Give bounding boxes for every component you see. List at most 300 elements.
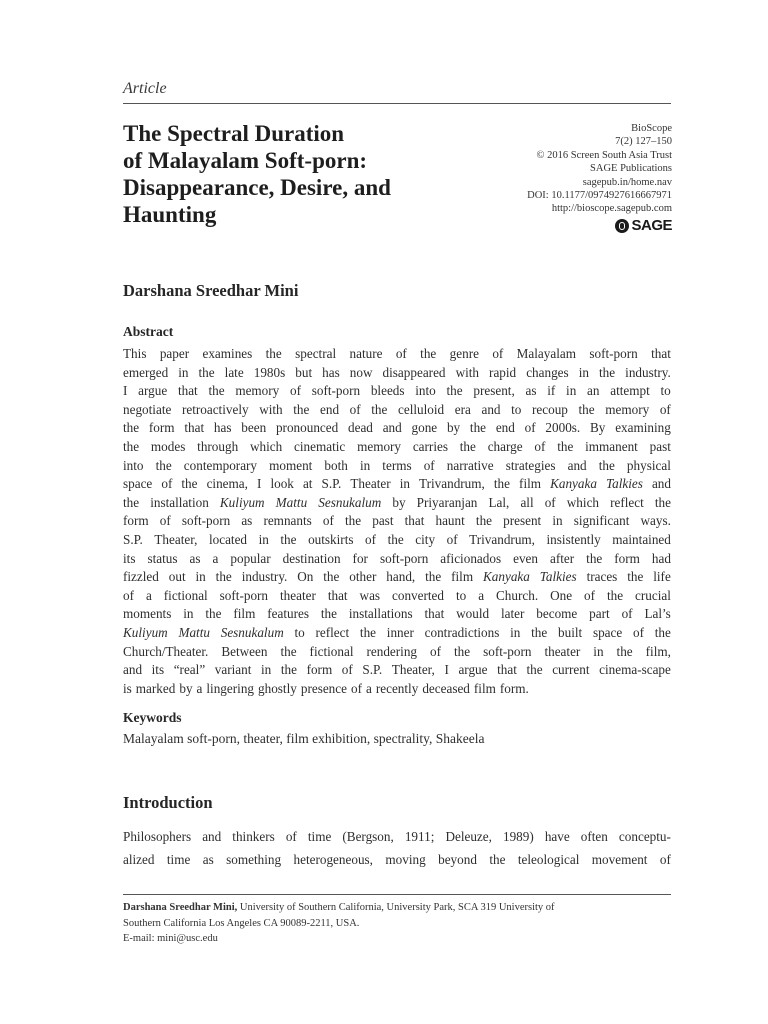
abstract-word: Theater,	[391, 662, 435, 678]
abstract-word: insistently	[546, 531, 601, 547]
abstract-word: Church/Theater.	[123, 643, 209, 659]
introduction-word: something	[226, 851, 282, 867]
abstract-line	[123, 494, 671, 513]
abstract-line	[123, 345, 671, 364]
abstract-word: for	[352, 550, 368, 566]
author-name: Darshana Sreedhar Mini	[123, 281, 299, 300]
abstract-word: of	[395, 346, 407, 361]
abstract-word: By	[590, 420, 606, 436]
footnote-line	[123, 900, 671, 916]
introduction-word: movement	[591, 851, 648, 867]
abstract-word: examines	[202, 346, 253, 361]
abstract-word: industry.	[241, 569, 288, 585]
abstract-word: been	[241, 420, 267, 436]
abstract-word: that	[177, 383, 198, 399]
abstract-word: and	[382, 420, 402, 436]
abstract-word: crucial	[635, 587, 671, 603]
abstract-word: to	[511, 401, 522, 417]
abstract-word: of	[322, 513, 334, 529]
abstract-word: emerged	[123, 364, 169, 380]
abstract-word: reflect	[315, 624, 350, 640]
introduction-word: alized	[123, 851, 155, 867]
abstract-word: of	[290, 383, 301, 399]
footnote-author: Darshana Sreedhar Mini,	[123, 902, 238, 913]
abstract-word: moments	[123, 606, 172, 622]
abstract-line	[123, 587, 671, 606]
abstract-word-italic: Kanyaka	[483, 569, 530, 585]
abstract-line	[123, 438, 671, 457]
introduction-word: teleological	[517, 851, 580, 867]
abstract-word: I	[444, 662, 449, 678]
keywords-heading: Keywords	[123, 710, 182, 725]
abstract-word: and	[567, 457, 587, 473]
abstract-word: retroactively	[181, 401, 249, 417]
abstract-word: of	[544, 494, 556, 510]
abstract-word: the	[469, 420, 487, 436]
abstract-word: the	[359, 624, 377, 640]
abstract-word: variant	[214, 662, 252, 678]
introduction-word: time	[166, 851, 191, 867]
abstract-word: fictional	[309, 643, 354, 659]
abstract-word: contemporary	[183, 457, 258, 473]
abstract-word: immanent	[585, 438, 638, 454]
abstract-word: part	[589, 606, 610, 622]
abstract-word: I	[123, 383, 128, 399]
abstract-word: that	[497, 662, 517, 678]
sage-logo-icon	[615, 219, 629, 233]
abstract-word: the	[531, 624, 548, 640]
abstract-word: built	[558, 624, 583, 640]
abstract-word: by	[392, 494, 406, 510]
abstract-word: Lal’s	[644, 606, 671, 622]
abstract-line	[123, 364, 671, 383]
abstract-word: hand,	[386, 569, 416, 585]
abstract-word: a	[478, 587, 485, 603]
abstract-word: the	[557, 438, 574, 454]
introduction-body	[123, 826, 671, 871]
abstract-word: outskirts	[308, 531, 354, 547]
abstract-word: of	[365, 531, 377, 547]
abstract-word: of	[430, 643, 441, 659]
introduction-word: have	[544, 829, 570, 844]
title-line: The Spectral Duration	[123, 121, 345, 146]
abstract-word: a	[212, 550, 219, 566]
abstract-word: the	[123, 494, 140, 510]
abstract-word: would	[456, 606, 490, 622]
introduction-word: often	[580, 829, 608, 844]
abstract-word: era	[454, 401, 471, 417]
abstract-word: in	[359, 457, 371, 473]
journal-url-link[interactable]: http://bioscope.sagepub.com	[551, 203, 672, 215]
abstract-word: deceased	[422, 680, 470, 696]
abstract-word: haunt	[435, 513, 465, 529]
abstract-word: in	[399, 476, 410, 492]
abstract-word: after	[550, 550, 575, 566]
abstract-word: of	[161, 476, 173, 492]
abstract-word: the	[265, 346, 282, 361]
abstract-line	[123, 624, 671, 643]
abstract-word: in	[258, 531, 269, 547]
abstract-word: life	[653, 569, 671, 585]
abstract-word: presence	[300, 680, 347, 696]
abstract-line	[123, 382, 671, 401]
abstract-word: the	[320, 606, 337, 622]
abstract-word: reflect	[610, 494, 644, 510]
abstract-word: soft-porn	[589, 346, 638, 361]
introduction-word: Philosophers	[123, 829, 192, 844]
abstract-word: to	[294, 624, 305, 640]
abstract-word: charge	[487, 438, 523, 454]
abstract-word: end	[495, 420, 515, 436]
footnote-affiliation: University of Southern California, University Park, SCA 319 University of	[237, 902, 555, 913]
abstract-word: the	[181, 476, 198, 492]
abstract-word: of	[584, 587, 596, 603]
abstract-word: examining	[615, 420, 671, 436]
copyright: © 2016 Screen South Asia Trust	[536, 149, 672, 161]
abstract-word: the	[599, 364, 616, 380]
abstract-word: the	[198, 364, 215, 380]
abstract-word: at	[302, 476, 313, 492]
abstract-word: to	[660, 383, 671, 399]
abstract-word: had	[651, 550, 671, 566]
abstract-word: 2000s.	[545, 420, 581, 436]
abstract-word: status	[147, 550, 178, 566]
abstract-word: One	[550, 587, 573, 603]
introduction-word: (Bergson,	[342, 829, 394, 844]
introduction-word: time	[307, 829, 332, 844]
abstract-word: with	[259, 401, 283, 417]
introduction-word: beyond	[438, 851, 477, 867]
abstract-line	[123, 419, 671, 438]
abstract-word: as	[241, 513, 253, 529]
publisher-home-link[interactable]: sagepub.in/home.nav	[582, 176, 672, 188]
abstract-word: space	[592, 624, 623, 640]
abstract-word: of	[349, 401, 361, 417]
abstract-word: and	[481, 401, 501, 417]
abstract-word: attempt	[610, 383, 650, 399]
abstract-word: its	[123, 550, 136, 566]
introduction-word: 1911;	[404, 829, 435, 844]
volume-pages: 7(2) 127–150	[615, 136, 672, 148]
abstract-word: look	[270, 476, 294, 492]
abstract-word: This	[123, 346, 147, 361]
abstract-word: the	[345, 513, 362, 529]
abstract-word: the	[654, 494, 671, 510]
abstract-word: memory	[357, 438, 402, 454]
abstract-word: cinema,	[206, 476, 248, 492]
abstract-word: Lal,	[488, 494, 510, 510]
title-line: of Malayalam Soft-porn:	[123, 148, 368, 173]
abstract-word: in	[578, 364, 589, 380]
abstract-word: in	[195, 569, 206, 585]
abstract-word: negotiate	[123, 401, 172, 417]
abstract-word: recoup	[532, 401, 568, 417]
abstract-line	[123, 643, 671, 662]
abstract-word: present	[503, 513, 542, 529]
abstract-word: On	[297, 569, 314, 585]
abstract-word: the	[420, 346, 437, 361]
abstract-word: traces	[586, 569, 618, 585]
abstract-word: remnants	[263, 513, 312, 529]
abstract-word: the	[627, 569, 644, 585]
abstract-word: cinema-scape	[599, 662, 671, 678]
abstract-word: which	[566, 494, 600, 510]
abstract-word: film	[233, 606, 256, 622]
introduction-word: as	[202, 851, 214, 867]
abstract-word: the	[475, 513, 493, 529]
abstract-line	[123, 475, 671, 494]
abstract-word: of	[159, 513, 171, 529]
abstract-word: the	[208, 383, 225, 399]
abstract-line	[123, 401, 671, 420]
abstract-word: of	[350, 680, 362, 696]
abstract-line	[123, 457, 671, 476]
sage-logo	[615, 217, 672, 234]
abstract-word: of	[659, 401, 671, 417]
abstract-word: of	[534, 438, 546, 454]
abstract-word: converted	[392, 587, 445, 603]
abstract-line	[123, 605, 671, 624]
abstract-heading: Abstract	[123, 324, 174, 339]
abstract-line	[123, 661, 671, 680]
abstract-word: an	[587, 383, 600, 399]
abstract-word: argue	[458, 662, 488, 678]
abstract-word: pronounced	[275, 420, 339, 436]
abstract-word: fictional	[163, 587, 208, 603]
abstract-word: of	[341, 662, 353, 678]
abstract-word: the	[654, 624, 671, 640]
abstract-word: “real”	[173, 662, 206, 678]
abstract-word: marked	[135, 680, 176, 696]
abstract-word: but	[295, 364, 313, 380]
abstract-word: Priyaranjan	[416, 494, 478, 510]
article-title	[123, 120, 453, 228]
abstract-word: with	[455, 364, 480, 380]
introduction-word: of	[285, 829, 297, 844]
abstract-word: aficionados	[440, 550, 502, 566]
abstract-word: celluloid	[398, 401, 445, 417]
abstract-word: as	[189, 550, 201, 566]
abstract-word: Trivandrum,	[469, 531, 535, 547]
abstract-word: soft-porn	[311, 383, 361, 399]
abstract-word: has	[322, 364, 340, 380]
abstract-line	[123, 512, 671, 531]
abstract-word: out	[168, 569, 186, 585]
abstract-word-italic: Kuliyum	[219, 494, 265, 510]
abstract-word: the	[280, 531, 297, 547]
abstract-word: the	[155, 457, 172, 473]
abstract-word: form	[123, 513, 149, 529]
abstract-word: theater	[544, 643, 581, 659]
abstract-word: through	[197, 438, 239, 454]
abstract-word: soft-porn	[219, 587, 269, 603]
abstract-body	[123, 345, 671, 698]
abstract-word: S.P.	[321, 476, 342, 492]
introduction-heading: Introduction	[123, 793, 213, 812]
abstract-word: the	[578, 401, 595, 417]
abstract-word: soft-porn	[379, 550, 429, 566]
abstract-word: a	[145, 587, 152, 603]
abstract-word: the	[459, 438, 476, 454]
abstract-word: contradictions	[424, 624, 500, 640]
abstract-word-italic: Mattu	[275, 494, 308, 510]
abstract-word: the	[526, 662, 543, 678]
abstract-word: rapid	[489, 364, 517, 380]
abstract-word: 1980s	[253, 364, 286, 380]
abstract-word: the	[598, 457, 615, 473]
doi: DOI: 10.1177/0974927616667971	[527, 190, 672, 202]
abstract-word: has	[213, 420, 232, 436]
abstract-word: genre	[449, 346, 479, 361]
abstract-word: S.P.	[123, 531, 143, 547]
abstract-word: that	[651, 346, 671, 361]
abstract-word: the	[280, 643, 297, 659]
author-email[interactable]: E-mail: mini@usc.edu	[123, 933, 218, 944]
abstract-word: as	[525, 383, 537, 399]
abstract-word: past	[372, 513, 394, 529]
abstract-word: end	[320, 401, 340, 417]
abstract-word-italic: Kuliyum	[123, 624, 168, 640]
abstract-word: of	[123, 587, 134, 603]
introduction-word: and	[202, 829, 222, 844]
abstract-word: cinematic	[294, 438, 346, 454]
abstract-word: was	[359, 587, 381, 603]
abstract-word: later	[500, 606, 525, 622]
journal-metadata	[527, 122, 672, 216]
abstract-word: installations	[348, 606, 413, 622]
abstract-word: the	[323, 569, 340, 585]
abstract-word: film	[473, 680, 496, 696]
article-label: Article	[123, 80, 167, 97]
abstract-line	[123, 531, 671, 550]
abstract-word: the	[616, 643, 633, 659]
abstract-word: terms	[382, 457, 412, 473]
abstract-word: disappeared	[382, 364, 446, 380]
abstract-word: a	[196, 680, 203, 696]
abstract-word: current	[552, 662, 590, 678]
abstract-word: form.	[499, 680, 529, 696]
abstract-word: become	[536, 606, 578, 622]
abstract-word: of	[492, 346, 504, 361]
introduction-word: moving	[385, 851, 426, 867]
abstract-word: I	[256, 476, 262, 492]
abstract-word: into	[415, 383, 436, 399]
abstract-word: even	[513, 550, 538, 566]
abstract-word: both	[324, 457, 348, 473]
abstract-word: soft-porn	[483, 643, 532, 659]
abstract-word: by	[179, 680, 193, 696]
abstract-word: physical	[626, 457, 671, 473]
abstract-word: in	[593, 643, 604, 659]
keywords-list: Malayalam soft-porn, theater, film exhibition, spectrality, Shakeela	[123, 731, 485, 746]
abstract-word: the	[425, 569, 442, 585]
abstract-word: located	[208, 531, 248, 547]
footnote-affiliation-line: Southern California Los Angeles CA 90089-2211, USA.	[123, 917, 360, 929]
abstract-word: of	[423, 457, 435, 473]
abstract-word: in	[510, 624, 521, 640]
abstract-word: film,	[645, 643, 671, 659]
abstract-word: the	[606, 587, 624, 603]
abstract-word: popular	[230, 550, 271, 566]
abstract-word: maintained	[612, 531, 671, 547]
abstract-word: the	[280, 662, 297, 678]
abstract-word: form	[148, 420, 175, 436]
introduction-line	[123, 849, 671, 872]
abstract-word: modes	[150, 438, 186, 454]
introduction-word: 1989)	[502, 829, 534, 844]
abstract-word: that	[327, 587, 348, 603]
abstract-word-italic: Sesnukalum	[318, 494, 382, 510]
abstract-word: inner	[386, 624, 414, 640]
abstract-word: film	[519, 476, 542, 492]
abstract-word: in	[260, 662, 272, 678]
abstract-word: destination	[282, 550, 341, 566]
abstract-word: rendering	[366, 643, 418, 659]
introduction-word: thinkers	[232, 829, 275, 844]
abstract-word: lingering	[206, 680, 255, 696]
abstract-word: the	[446, 383, 463, 399]
abstract-word-italic: Talkies	[606, 476, 643, 492]
introduction-word: conceptu-	[618, 829, 671, 844]
abstract-word: present,	[473, 383, 515, 399]
abstract-word: spectral	[295, 346, 337, 361]
introduction-word: the	[489, 851, 506, 867]
abstract-word: space	[123, 476, 153, 492]
abstract-word: gone	[411, 420, 438, 436]
title-line: Disappearance, Desire, and	[123, 175, 391, 200]
abstract-word: carries	[412, 438, 448, 454]
abstract-word: Malayalam	[516, 346, 576, 361]
abstract-word: city	[415, 531, 436, 547]
abstract-word: argue	[138, 383, 168, 399]
abstract-word: the	[293, 401, 310, 417]
abstract-word: memory	[605, 401, 650, 417]
abstract-word: of	[632, 624, 644, 640]
abstract-word: the	[371, 401, 388, 417]
abstract-word: paper	[159, 346, 190, 361]
footnote-rule	[123, 894, 671, 895]
abstract-word-italic: Talkies	[539, 569, 577, 585]
abstract-word: and	[651, 476, 671, 492]
abstract-word: recently	[375, 680, 419, 696]
abstract-word: changes	[526, 364, 569, 380]
abstract-word: to	[455, 587, 467, 603]
abstract-word: all	[520, 494, 534, 510]
abstract-line	[123, 568, 671, 587]
abstract-word: now	[349, 364, 373, 380]
abstract-word: bleeds	[370, 383, 405, 399]
abstract-word: of	[524, 420, 536, 436]
abstract-word: fizzled	[123, 569, 159, 585]
abstract-word: by	[446, 420, 461, 436]
abstract-word: in	[183, 606, 194, 622]
abstract-word: soft-porn	[181, 513, 231, 529]
abstract-word: in	[178, 364, 189, 380]
introduction-word: of	[659, 851, 671, 867]
abstract-word: that	[404, 513, 425, 529]
abstract-word-italic: Sesnukalum	[220, 624, 284, 640]
abstract-word: memory	[235, 383, 280, 399]
abstract-word: Between	[221, 643, 268, 659]
abstract-word: Trivandrum,	[419, 476, 485, 492]
introduction-word: heterogeneous,	[293, 851, 373, 867]
abstract-word: that	[424, 606, 445, 622]
abstract-word: of	[446, 531, 458, 547]
abstract-word: in	[552, 513, 563, 529]
abstract-word: is	[123, 680, 132, 696]
author-footnote	[123, 900, 671, 947]
abstract-word: ways.	[640, 513, 671, 529]
